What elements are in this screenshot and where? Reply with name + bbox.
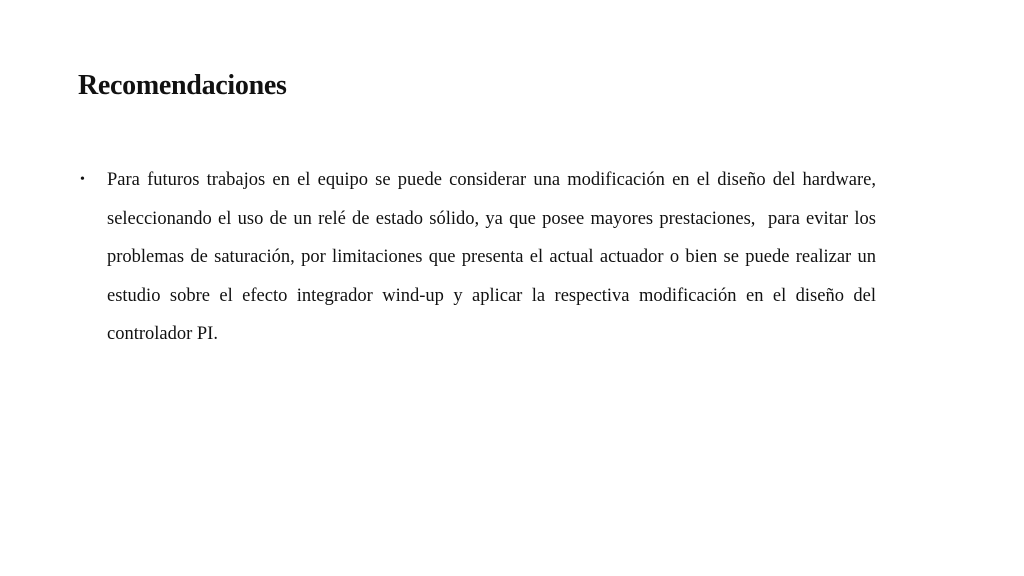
bullet-text: Para futuros trabajos en el equipo se puede considerar una modificación en el diseño del hardware, seleccionando el uso de un relé de estado sólido, ya que posee mayores prestaciones, para evitar los problemas de saturación, por limitaciones que presenta el actual actuador o bien se puede realizar un estudio sobre el efecto integrador wind-up y aplicar la respectiva modificación en el diseño del controlador PI.	[107, 170, 886, 344]
slide-title: Recomendaciones	[78, 70, 287, 101]
list-item	[78, 161, 886, 354]
bullet-icon: •	[80, 172, 85, 187]
bullet-list	[78, 161, 886, 354]
